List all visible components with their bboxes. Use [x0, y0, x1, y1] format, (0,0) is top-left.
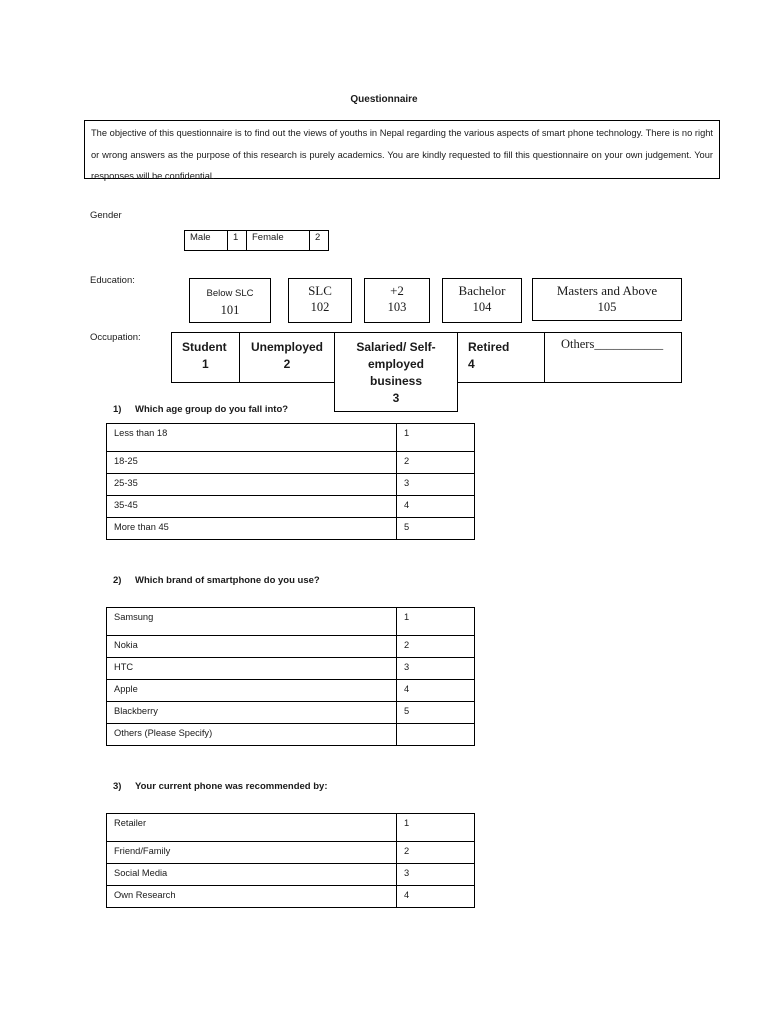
occupation-label-student: Student — [182, 340, 227, 354]
education-option-slc[interactable] — [288, 278, 352, 323]
option-code — [397, 724, 475, 746]
education-code-bachelor: 104 — [472, 300, 492, 314]
occupation-code-student: 1 — [202, 357, 209, 371]
education-code-plus2: 103 — [387, 300, 407, 314]
occupation-option-retired[interactable] — [457, 332, 545, 383]
gender-code-male: 1 — [228, 231, 247, 251]
education-label-masters: Masters and Above — [556, 283, 658, 298]
option-label: Samsung — [107, 608, 397, 636]
question-3 — [113, 781, 328, 792]
option-label: Own Research — [107, 886, 397, 908]
table-row[interactable] — [107, 474, 475, 496]
table-row[interactable] — [107, 424, 475, 452]
option-label: More than 45 — [107, 518, 397, 540]
occupation-label-retired: Retired — [468, 340, 510, 354]
option-label: 18-25 — [107, 452, 397, 474]
occupation-label-salaried: Salaried/ Self-employed business — [356, 340, 436, 388]
option-code: 4 — [397, 680, 475, 702]
table-row[interactable] — [107, 496, 475, 518]
gender-label: Gender — [90, 210, 122, 221]
question-2-text: Which brand of smartphone do you use? — [135, 575, 320, 586]
intro-text: The objective of this questionnaire is to find out the views of youths in Nepal regarding the various aspects of smart phone technology. There is no right or wrong answers as the purpose of this research is purely academics. You are kindly requested to fill this questionnaire on your own judgement. Your responses will be confidential. — [84, 120, 720, 179]
education-label-slc: SLC — [308, 283, 332, 298]
table-row[interactable] — [107, 680, 475, 702]
question-2-number: 2) — [113, 575, 122, 586]
option-code: 1 — [397, 424, 475, 452]
option-code: 3 — [397, 864, 475, 886]
option-label: Others (Please Specify) — [107, 724, 397, 746]
option-code: 2 — [397, 452, 475, 474]
education-label-below-slc: Below SLC — [206, 288, 254, 299]
education-code-slc: 102 — [310, 300, 330, 314]
question-2 — [113, 575, 320, 586]
occupation-option-unemployed[interactable] — [239, 332, 335, 383]
gender-code-female: 2 — [310, 231, 329, 251]
option-code: 5 — [397, 518, 475, 540]
table-row[interactable] — [107, 864, 475, 886]
table-row[interactable] — [107, 814, 475, 842]
question-2-table — [106, 607, 475, 746]
occupation-label: Occupation: — [90, 332, 141, 343]
education-option-below-slc[interactable] — [189, 278, 271, 323]
option-code: 3 — [397, 474, 475, 496]
gender-table — [184, 230, 329, 251]
question-3-table — [106, 813, 475, 908]
option-code: 3 — [397, 658, 475, 680]
option-label: Nokia — [107, 636, 397, 658]
education-option-bachelor[interactable] — [442, 278, 522, 323]
gender-option-female[interactable]: Female — [247, 231, 310, 251]
table-row[interactable] — [107, 658, 475, 680]
gender-option-male[interactable]: Male — [185, 231, 228, 251]
question-1-text: Which age group do you fall into? — [135, 404, 289, 415]
education-label: Education: — [90, 275, 135, 286]
option-code: 5 — [397, 702, 475, 724]
option-code: 2 — [397, 636, 475, 658]
occupation-code-salaried: 3 — [392, 391, 400, 405]
option-label: 25-35 — [107, 474, 397, 496]
option-code: 2 — [397, 842, 475, 864]
table-row[interactable] — [107, 886, 475, 908]
page-title: Questionnaire — [350, 94, 418, 105]
option-code: 1 — [397, 814, 475, 842]
option-label: Friend/Family — [107, 842, 397, 864]
option-label: Social Media — [107, 864, 397, 886]
education-option-masters[interactable] — [532, 278, 682, 321]
table-row[interactable] — [107, 842, 475, 864]
option-label: HTC — [107, 658, 397, 680]
occupation-code-unemployed: 2 — [283, 357, 291, 371]
option-code: 4 — [397, 886, 475, 908]
education-label-bachelor: Bachelor — [458, 283, 506, 298]
question-3-number: 3) — [113, 781, 122, 792]
option-label: Apple — [107, 680, 397, 702]
occupation-option-salaried[interactable] — [334, 332, 458, 412]
table-row[interactable] — [107, 724, 475, 746]
table-row[interactable] — [107, 702, 475, 724]
option-label: Retailer — [107, 814, 397, 842]
occupation-option-student[interactable] — [171, 332, 240, 383]
education-option-plus2[interactable] — [364, 278, 430, 323]
table-row[interactable] — [107, 608, 475, 636]
option-code: 1 — [397, 608, 475, 636]
option-label: 35-45 — [107, 496, 397, 518]
question-3-text: Your current phone was recommended by: — [135, 781, 328, 792]
occupation-option-others[interactable]: Others___________ — [544, 332, 682, 383]
table-row[interactable] — [107, 636, 475, 658]
occupation-label-unemployed: Unemployed — [250, 340, 323, 354]
question-1-table — [106, 423, 475, 540]
question-1 — [113, 404, 288, 415]
option-label: Blackberry — [107, 702, 397, 724]
option-label: Less than 18 — [107, 424, 397, 452]
table-row[interactable] — [107, 518, 475, 540]
question-1-number: 1) — [113, 404, 122, 415]
education-code-below-slc: 101 — [220, 303, 240, 317]
education-label-plus2: +2 — [390, 283, 404, 298]
option-code: 4 — [397, 496, 475, 518]
table-row[interactable] — [107, 452, 475, 474]
occupation-code-retired: 4 — [468, 357, 475, 371]
education-code-masters: 105 — [597, 300, 617, 314]
